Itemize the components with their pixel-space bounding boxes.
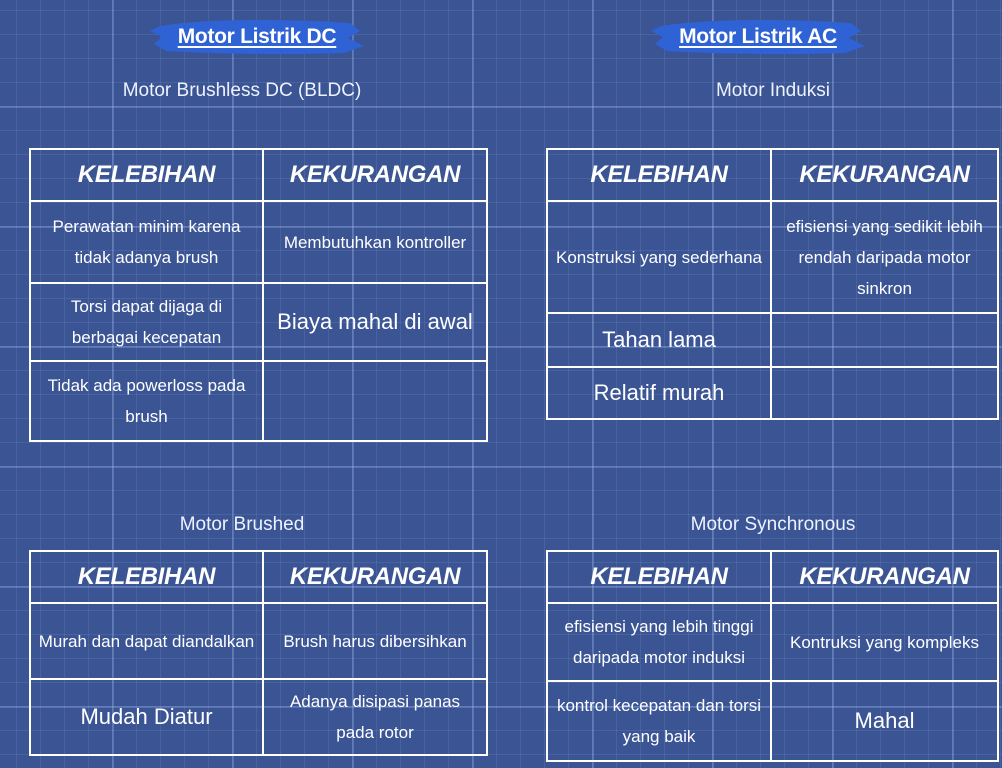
induction-adv-1: Konstruksi yang sederhana	[547, 201, 771, 313]
ac-heading-title[interactable]: Motor Listrik AC	[679, 25, 837, 48]
synchronous-adv-1: efisiensi yang lebih tinggi daripada motor induksi	[547, 603, 771, 681]
brushed-title: Motor Brushed	[179, 514, 305, 535]
bldc-dis-3	[263, 361, 487, 441]
induction-col-kelebihan: KELEBIHAN	[547, 149, 771, 201]
dc-heading	[0, 16, 514, 58]
bldc-adv-1: Perawatan minim karena tidak adanya brush	[30, 201, 263, 283]
brushed-col-kekurangan: KEKURANGAN	[263, 551, 487, 603]
bldc-col-kekurangan: KEKURANGAN	[263, 149, 487, 201]
bldc-adv-2: Torsi dapat dijaga di berbagai kecepatan	[30, 283, 263, 361]
bldc-table	[29, 148, 488, 442]
induction-title: Motor Induksi	[715, 80, 831, 101]
synchronous-adv-2: kontrol kecepatan dan torsi yang baik	[547, 681, 771, 761]
bldc-dis-1: Membutuhkan kontroller	[263, 201, 487, 283]
brushed-dis-1: Brush harus dibersihkan	[263, 603, 487, 679]
induction-col-kekurangan: KEKURANGAN	[771, 149, 998, 201]
bldc-title: Motor Brushless DC (BLDC)	[122, 80, 362, 101]
induction-dis-2	[771, 313, 998, 367]
brushed-col-kelebihan: KELEBIHAN	[30, 551, 263, 603]
dc-heading-title[interactable]: Motor Listrik DC	[177, 25, 337, 48]
synchronous-dis-2: Mahal	[771, 681, 998, 761]
induction-dis-3	[771, 367, 998, 419]
induction-dis-1: efisiensi yang sedikit lebih rendah daripada motor sinkron	[771, 201, 998, 313]
induction-adv-2: Tahan lama	[547, 313, 771, 367]
synchronous-title: Motor Synchronous	[690, 514, 856, 535]
synchronous-col-kelebihan: KELEBIHAN	[547, 551, 771, 603]
ac-section	[514, 0, 1002, 768]
induction-table	[546, 148, 999, 420]
synchronous-dis-1: Kontruksi yang kompleks	[771, 603, 998, 681]
synchronous-table	[546, 550, 999, 762]
brushed-adv-2: Mudah Diatur	[30, 679, 263, 755]
bldc-col-kelebihan: KELEBIHAN	[30, 149, 263, 201]
induction-adv-3: Relatif murah	[547, 367, 771, 419]
bldc-dis-2: Biaya mahal di awal	[263, 283, 487, 361]
brushed-dis-2: Adanya disipasi panas pada rotor	[263, 679, 487, 755]
brushed-adv-1: Murah dan dapat diandalkan	[30, 603, 263, 679]
bldc-adv-3: Tidak ada powerloss pada brush	[30, 361, 263, 441]
synchronous-col-kekurangan: KEKURANGAN	[771, 551, 998, 603]
ac-heading	[514, 16, 1002, 58]
brushed-table	[29, 550, 488, 756]
